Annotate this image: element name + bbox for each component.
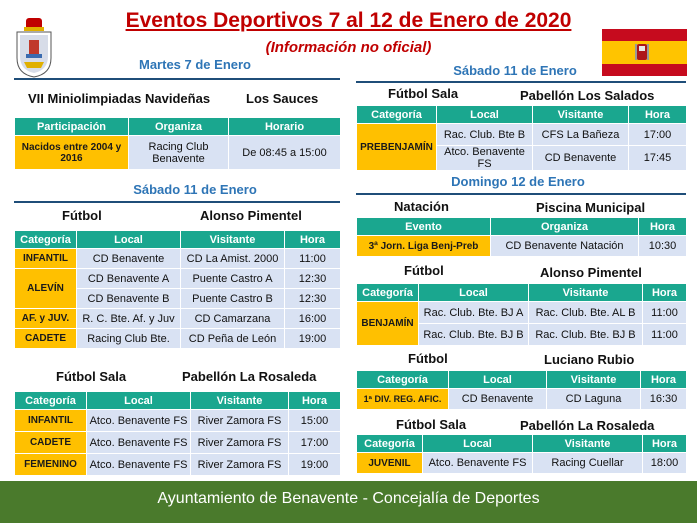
time-cell: 12:30 bbox=[285, 289, 341, 309]
sabado-salados-table bbox=[356, 105, 687, 171]
domingo-sala-table bbox=[356, 434, 687, 474]
col-header: Hora bbox=[629, 106, 687, 124]
col-header: Horario bbox=[229, 118, 341, 136]
col-header: Hora bbox=[643, 435, 687, 453]
section-martes: Martes 7 de Enero bbox=[139, 57, 251, 72]
visitor-cell: Racing Cuellar bbox=[533, 453, 643, 474]
event-venue: Los Sauces bbox=[246, 91, 319, 106]
col-header: Evento bbox=[357, 218, 491, 236]
table-row bbox=[357, 302, 687, 324]
time-cell: 17:00 bbox=[289, 432, 341, 454]
col-header: Visitante bbox=[529, 284, 643, 302]
martes-table bbox=[14, 117, 341, 170]
local-cell: Rac. Club. Bte. BJ B bbox=[419, 324, 529, 346]
venue-label: Pabellón La Rosaleda bbox=[182, 369, 317, 384]
divider bbox=[14, 78, 340, 80]
local-cell: Rac. Club. Bte. BJ A bbox=[419, 302, 529, 324]
sabado-sala-table bbox=[14, 391, 341, 476]
local-cell: Atco. Benavente FS bbox=[87, 410, 191, 432]
category-cell: AF. y JUV. bbox=[15, 309, 77, 329]
col-header: Hora bbox=[285, 231, 341, 249]
sport-label: Natación bbox=[394, 199, 449, 214]
table-row bbox=[357, 389, 687, 410]
sport-label: Fútbol bbox=[62, 208, 102, 223]
table-row bbox=[15, 249, 341, 269]
time-cell: 12:30 bbox=[285, 269, 341, 289]
col-header: Visitante bbox=[181, 231, 285, 249]
participation-cell: Nacidos entre 2004 y 2016 bbox=[15, 136, 129, 170]
visitor-cell: CD Laguna bbox=[547, 389, 641, 410]
local-cell: Atco. Benavente FS bbox=[423, 453, 533, 474]
col-header: Local bbox=[437, 106, 533, 124]
sport-label: Fútbol Sala bbox=[396, 417, 467, 432]
time-cell: 17:00 bbox=[629, 124, 687, 146]
organizer-cell: CD Benavente Natación bbox=[491, 236, 639, 257]
col-header: Hora bbox=[643, 284, 687, 302]
col-header: Local bbox=[87, 392, 191, 410]
category-cell: ALEVÍN bbox=[15, 269, 77, 309]
category-cell: INFANTIL bbox=[15, 410, 87, 432]
time-cell: 17:45 bbox=[629, 146, 687, 171]
category-cell: JUVENIL bbox=[357, 453, 423, 474]
col-header: Organiza bbox=[129, 118, 229, 136]
col-header: Local bbox=[423, 435, 533, 453]
col-header: Categoría bbox=[357, 106, 437, 124]
local-cell: R. C. Bte. Af. y Juv bbox=[77, 309, 181, 329]
local-cell: Atco. Benavente FS bbox=[87, 432, 191, 454]
table-row bbox=[15, 454, 341, 476]
col-header: Visitante bbox=[533, 435, 643, 453]
venue-label: Pabellón Los Salados bbox=[520, 88, 655, 103]
divider bbox=[356, 193, 686, 195]
schedule-cell: De 08:45 a 15:00 bbox=[229, 136, 341, 170]
col-header: Categoría bbox=[357, 284, 419, 302]
local-cell: Atco. Benavente FS bbox=[437, 146, 533, 171]
divider bbox=[356, 81, 686, 83]
visitor-cell: River Zamora FS bbox=[191, 410, 289, 432]
category-cell: INFANTIL bbox=[15, 249, 77, 269]
time-cell: 11:00 bbox=[643, 324, 687, 346]
luciano-rubio-table bbox=[356, 370, 687, 410]
municipal-crest-icon bbox=[14, 18, 54, 78]
venue-label: Piscina Municipal bbox=[536, 200, 646, 215]
section-domingo: Domingo 12 de Enero bbox=[451, 174, 585, 189]
time-cell: 15:00 bbox=[289, 410, 341, 432]
venue-label: Alonso Pimentel bbox=[200, 208, 302, 223]
table-row bbox=[357, 124, 687, 146]
time-cell: 19:00 bbox=[289, 454, 341, 476]
category-cell: 1ª DIV. REG. AFIC. bbox=[357, 389, 449, 410]
category-cell: CADETE bbox=[15, 329, 77, 349]
time-cell: 10:30 bbox=[639, 236, 687, 257]
section-sabado-right: Sábado 11 de Enero bbox=[453, 63, 577, 78]
page-title: Eventos Deportivos 7 al 12 de Enero de 2020 bbox=[125, 9, 572, 32]
venue-label: Alonso Pimentel bbox=[540, 265, 642, 280]
natacion-table bbox=[356, 217, 687, 257]
time-cell: 11:00 bbox=[285, 249, 341, 269]
visitor-cell: River Zamora FS bbox=[191, 432, 289, 454]
visitor-cell: Puente Castro B bbox=[181, 289, 285, 309]
sport-label: Fútbol bbox=[404, 263, 444, 278]
event-name: VII Miniolimpiadas Navideñas bbox=[28, 91, 211, 106]
visitor-cell: CD Peña de León bbox=[181, 329, 285, 349]
table-row bbox=[15, 410, 341, 432]
visitor-cell: CFS La Bañeza bbox=[533, 124, 629, 146]
page-subtitle: (Información no oficial) bbox=[265, 39, 432, 56]
sport-label: Fútbol Sala bbox=[56, 369, 127, 384]
col-header: Categoría bbox=[15, 231, 77, 249]
local-cell: CD Benavente bbox=[449, 389, 547, 410]
col-header: Visitante bbox=[547, 371, 641, 389]
category-cell: FEMENINO bbox=[15, 454, 87, 476]
category-cell: PREBENJAMÍN bbox=[357, 124, 437, 171]
local-cell: Atco. Benavente FS bbox=[87, 454, 191, 476]
local-cell: CD Benavente A bbox=[77, 269, 181, 289]
table-row bbox=[15, 329, 341, 349]
time-cell: 16:00 bbox=[285, 309, 341, 329]
event-cell: 3ª Jorn. Liga Benj-Preb bbox=[357, 236, 491, 257]
spain-flag-icon bbox=[602, 29, 687, 76]
divider bbox=[14, 201, 340, 203]
col-header: Visitante bbox=[533, 106, 629, 124]
col-header: Categoría bbox=[357, 435, 423, 453]
time-cell: 11:00 bbox=[643, 302, 687, 324]
sport-label: Fútbol Sala bbox=[388, 86, 459, 101]
col-header: Hora bbox=[641, 371, 687, 389]
visitor-cell: Puente Castro A bbox=[181, 269, 285, 289]
col-header: Participación bbox=[15, 118, 129, 136]
venue-label: Pabellón La Rosaleda bbox=[520, 418, 655, 433]
footer-banner: Ayuntamiento de Benavente - Concejalía de Deportes bbox=[0, 481, 697, 523]
time-cell: 18:00 bbox=[643, 453, 687, 474]
col-header: Visitante bbox=[191, 392, 289, 410]
col-header: Hora bbox=[289, 392, 341, 410]
organizer-cell: Racing Club Benavente bbox=[129, 136, 229, 170]
col-header: Local bbox=[419, 284, 529, 302]
table-row bbox=[15, 269, 341, 289]
visitor-cell: CD Benavente bbox=[533, 146, 629, 171]
local-cell: CD Benavente bbox=[77, 249, 181, 269]
category-cell: BENJAMÍN bbox=[357, 302, 419, 346]
col-header: Categoría bbox=[357, 371, 449, 389]
table-row bbox=[357, 236, 687, 257]
table-row bbox=[357, 453, 687, 474]
domingo-futbol-table bbox=[356, 283, 687, 346]
visitor-cell: Rac. Club. Bte. BJ B bbox=[529, 324, 643, 346]
local-cell: Racing Club Bte. bbox=[77, 329, 181, 349]
visitor-cell: Rac. Club. Bte. AL B bbox=[529, 302, 643, 324]
time-cell: 19:00 bbox=[285, 329, 341, 349]
sabado-futbol-table bbox=[14, 230, 341, 349]
table-row bbox=[15, 309, 341, 329]
table-row bbox=[15, 432, 341, 454]
col-header: Organiza bbox=[491, 218, 639, 236]
visitor-cell: CD Camarzana bbox=[181, 309, 285, 329]
col-header: Local bbox=[449, 371, 547, 389]
category-cell: CADETE bbox=[15, 432, 87, 454]
venue-label: Luciano Rubio bbox=[544, 352, 635, 367]
visitor-cell: River Zamora FS bbox=[191, 454, 289, 476]
col-header: Local bbox=[77, 231, 181, 249]
section-sabado-left: Sábado 11 de Enero bbox=[133, 182, 257, 197]
local-cell: CD Benavente B bbox=[77, 289, 181, 309]
sport-label: Fútbol bbox=[408, 351, 448, 366]
time-cell: 16:30 bbox=[641, 389, 687, 410]
col-header: Hora bbox=[639, 218, 687, 236]
visitor-cell: CD La Amist. 2000 bbox=[181, 249, 285, 269]
col-header: Categoría bbox=[15, 392, 87, 410]
local-cell: Rac. Club. Bte B bbox=[437, 124, 533, 146]
